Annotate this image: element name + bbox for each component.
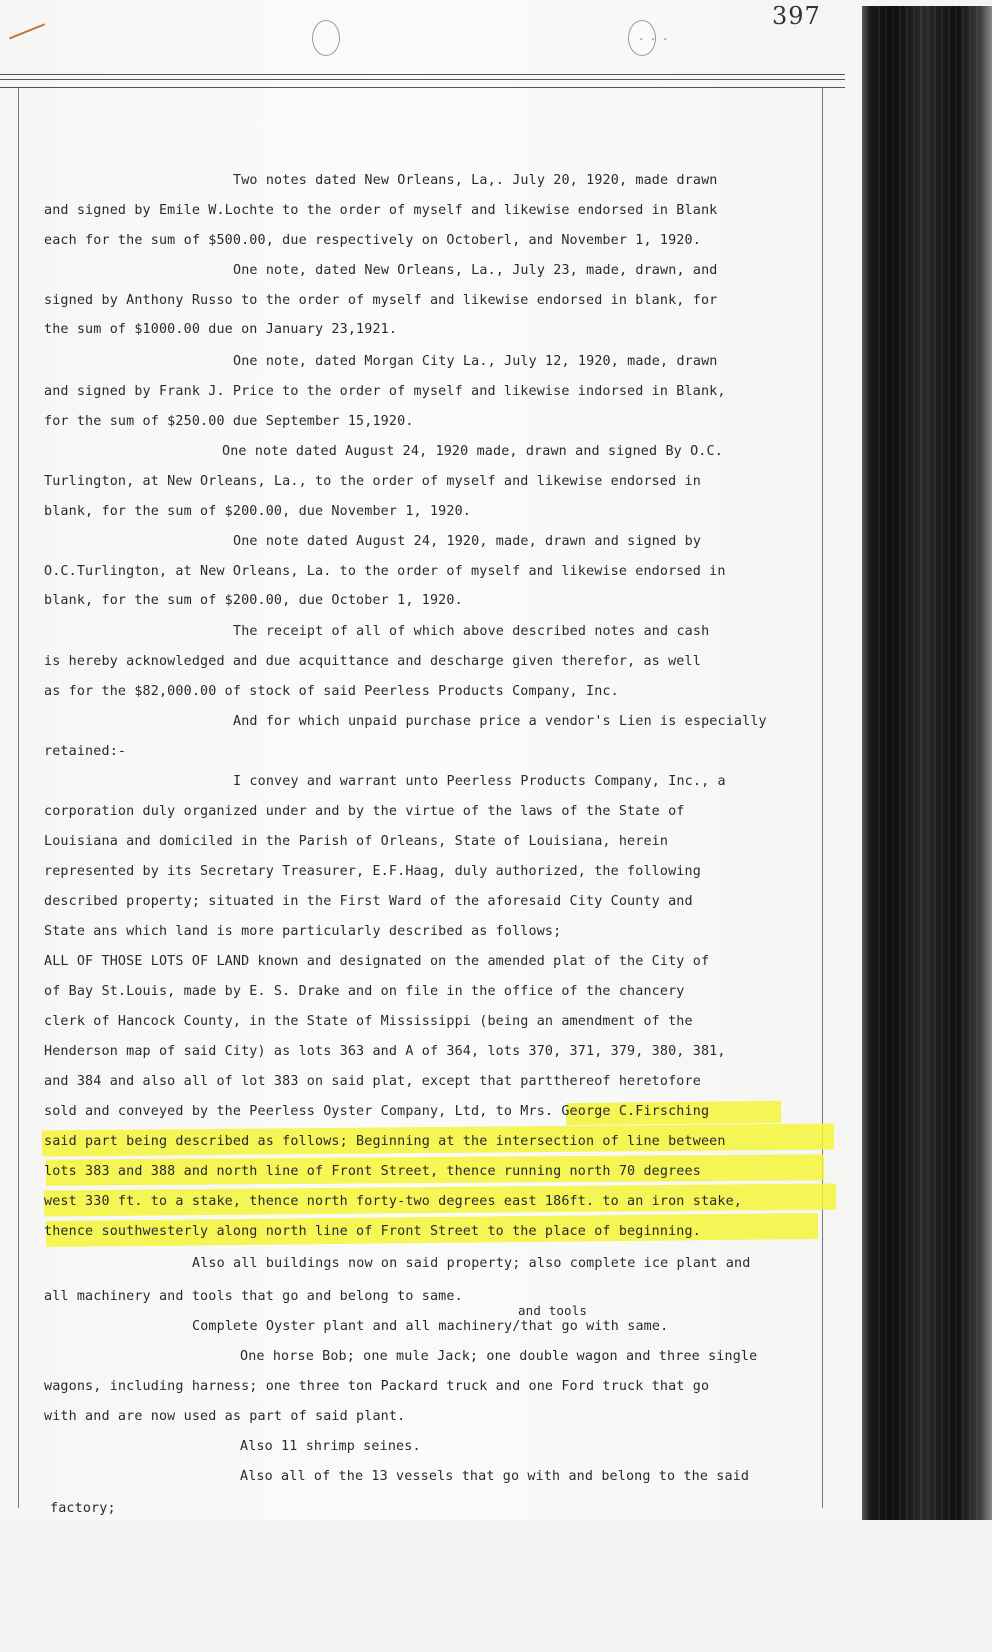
text-line: Also all buildings now on said property; also complete ice plant and: [192, 1256, 751, 1271]
text-line: blank, for the sum of $200.00, due October 1, 1920.: [44, 593, 463, 608]
pencil-mark: [9, 23, 49, 48]
text-line: Also all of the 13 vessels that go with and belong to the said: [240, 1469, 750, 1484]
text-line: said part being described as follows; Beginning at the intersection of line between: [44, 1134, 726, 1149]
interlinear-insertion: and tools: [518, 1303, 588, 1318]
text-line: wagons, including harness; one three ton Packard truck and one Ford truck that go: [44, 1379, 710, 1394]
right-margin-line: [822, 88, 823, 1508]
text-line: blank, for the sum of $200.00, due November 1, 1920.: [44, 504, 472, 519]
text-line: factory;: [50, 1501, 116, 1516]
text-line: And for which unpaid purchase price a vendor's Lien is especially: [233, 714, 767, 729]
left-margin-line: [18, 88, 19, 1508]
text-line: west 330 ft. to a stake, thence north forty-two degrees east 186ft. to an iron stake,: [44, 1194, 743, 1209]
page-bottom-margin: [0, 1520, 992, 1652]
text-line: One note dated August 24, 1920, made, drawn and signed by: [233, 534, 702, 549]
text-line: the sum of $1000.00 due on January 23,1921.: [44, 322, 398, 337]
text-line: is hereby acknowledged and due acquittance and descharge given therefor, as well: [44, 654, 701, 669]
text-line: as for the $82,000.00 of stock of said Peerless Products Company, Inc.: [44, 684, 619, 699]
text-line: ALL OF THOSE LOTS OF LAND known and designated on the amended plat of the City of: [44, 954, 710, 969]
page-number: 397: [772, 2, 821, 30]
text-line: corporation duly organized under and by the virtue of the laws of the State of: [44, 804, 685, 819]
text-line: O.C.Turlington, at New Orleans, La. to the order of myself and likewise endorsed in: [44, 564, 726, 579]
tick-mark: - - -: [638, 34, 669, 45]
header-rule-bottom: [0, 87, 845, 88]
text-line: thence southwesterly along north line of Front Street to the place of beginning.: [44, 1224, 701, 1239]
header-rule-top: [0, 74, 845, 75]
text-line: and signed by Frank J. Price to the order of myself and likewise indorsed in Blank,: [44, 384, 726, 399]
scanner-edge-texture: [878, 6, 978, 1521]
text-line: clerk of Hancock County, in the State of Mississippi (being an amendment of the: [44, 1014, 693, 1029]
text-line: of Bay St.Louis, made by E. S. Drake and on file in the office of the chancery: [44, 984, 685, 999]
text-line: retained:-: [44, 744, 127, 759]
text-line: signed by Anthony Russo to the order of myself and likewise endorsed in blank, for: [44, 293, 718, 308]
text-line: One note, dated Morgan City La., July 12, 1920, made, drawn: [233, 354, 718, 369]
text-line: and signed by Emile W.Lochte to the order of myself and likewise endorsed in Blank: [44, 203, 718, 218]
text-line: and 384 and also all of lot 383 on said plat, except that partthereof heretofore: [44, 1074, 701, 1089]
text-line: Louisiana and domiciled in the Parish of Orleans, State of Louisiana, herein: [44, 834, 669, 849]
text-line: for the sum of $250.00 due September 15,1920.: [44, 414, 414, 429]
text-line: One horse Bob; one mule Jack; one double wagon and three single: [240, 1349, 758, 1364]
text-line: One note dated August 24, 1920 made, drawn and signed By O.C.: [222, 444, 723, 459]
text-line: Turlington, at New Orleans, La., to the order of myself and likewise endorsed in: [44, 474, 701, 489]
text-line: One note, dated New Orleans, La., July 23, made, drawn, and: [233, 263, 718, 278]
text-line: each for the sum of $500.00, due respectively on Octoberl, and November 1, 1920.: [44, 233, 701, 248]
text-line: State ans which land is more particularly described as follows;: [44, 924, 562, 939]
text-line: The receipt of all of which above described notes and cash: [233, 624, 710, 639]
text-line: all machinery and tools that go and belong to same.: [44, 1289, 463, 1304]
binder-hole-left: [312, 20, 340, 56]
text-line: lots 383 and 388 and north line of Front Street, thence running north 70 degrees: [44, 1164, 701, 1179]
text-line: Also 11 shrimp seines.: [240, 1439, 421, 1454]
text-line: I convey and warrant unto Peerless Products Company, Inc., a: [233, 774, 726, 789]
text-line: sold and conveyed by the Peerless Oyster Company, Ltd, to Mrs. George C.Firsching: [44, 1104, 710, 1119]
text-line: Henderson map of said City) as lots 363 and A of 364, lots 370, 371, 379, 380, 381,: [44, 1044, 726, 1059]
text-line: with and are now used as part of said plant.: [44, 1409, 406, 1424]
text-line: Two notes dated New Orleans, La,. July 20, 1920, made drawn: [233, 173, 718, 188]
text-line: described property; situated in the First Ward of the aforesaid City County and: [44, 894, 693, 909]
text-line: Complete Oyster plant and all machinery/that go with same.: [192, 1319, 669, 1334]
text-line: represented by its Secretary Treasurer, E.F.Haag, duly authorized, the following: [44, 864, 701, 879]
header-rule-mid: [0, 79, 845, 80]
